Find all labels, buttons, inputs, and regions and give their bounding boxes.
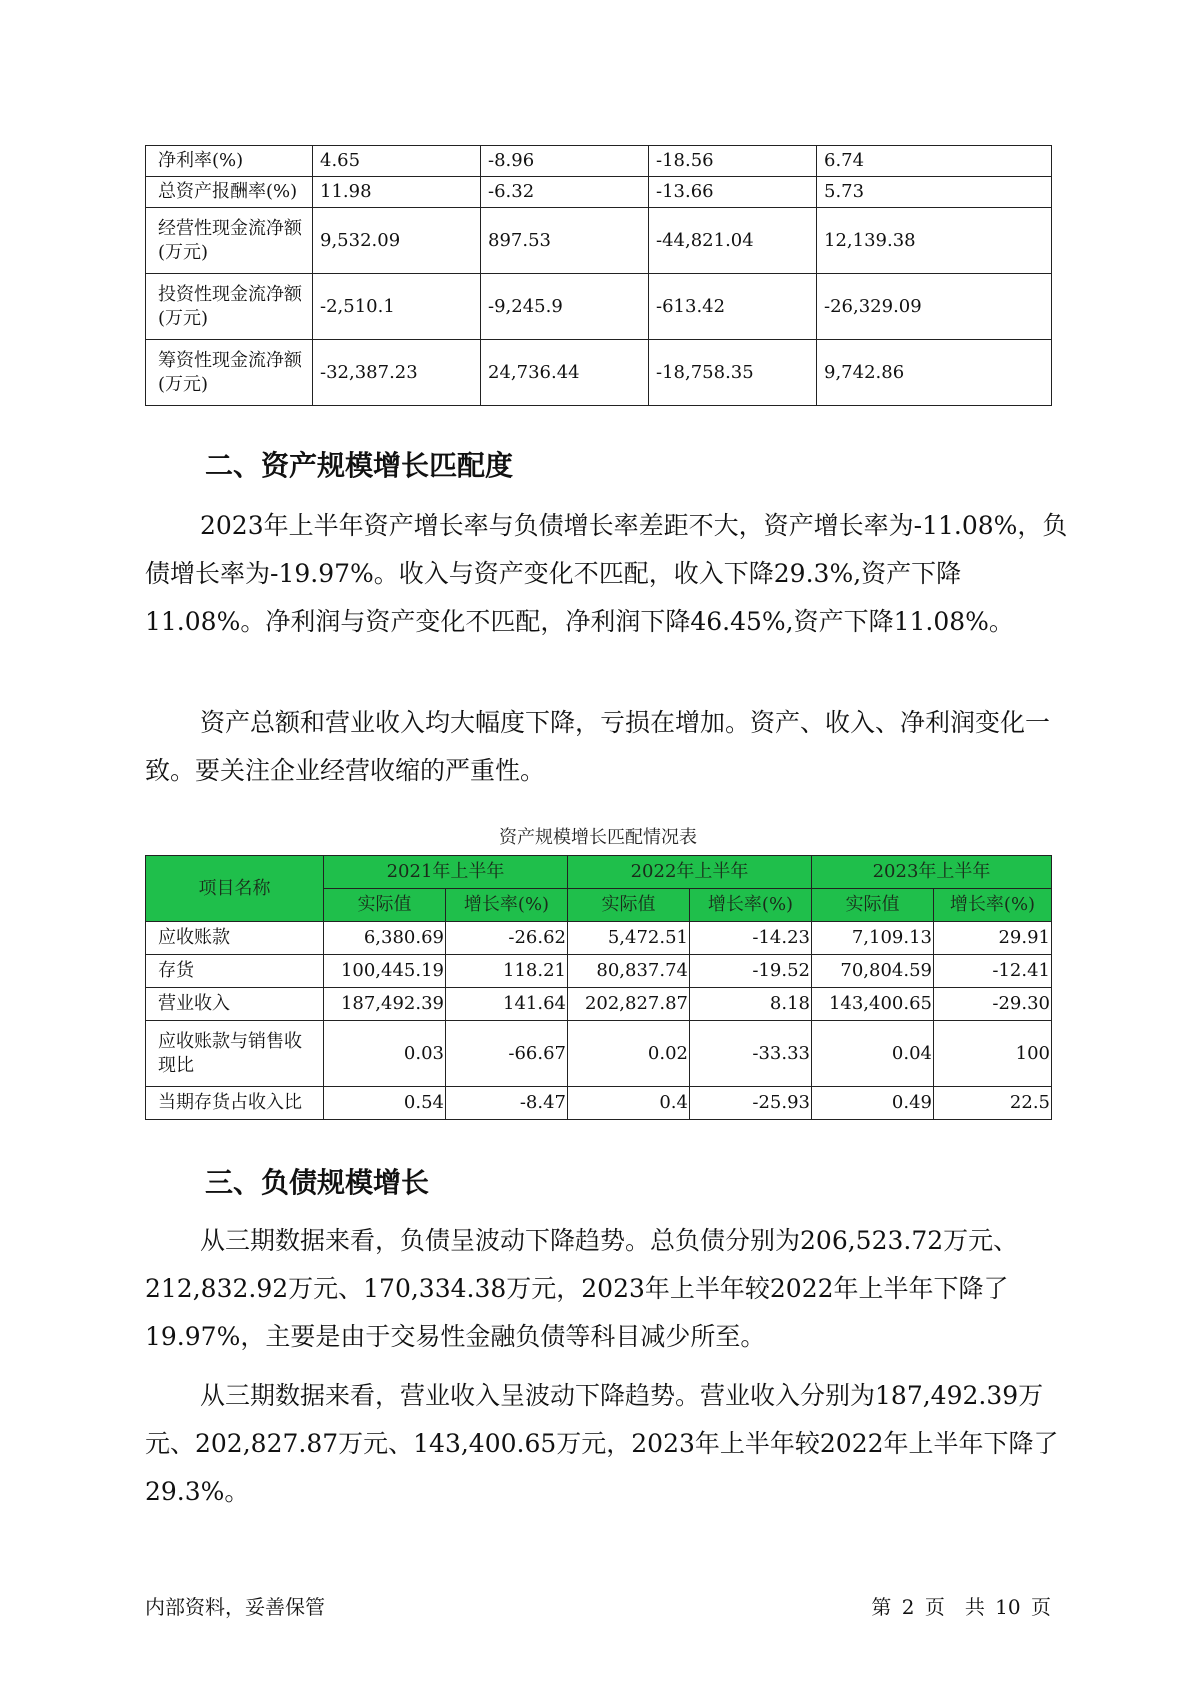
table-cell: 净利率(%)	[146, 146, 313, 177]
table-cell: 22.5	[934, 1087, 1052, 1120]
table-cell: 6,380.69	[324, 922, 446, 955]
table-cell: 5,472.51	[568, 922, 690, 955]
table-cell: -613.42	[649, 274, 817, 340]
financial-ratios-table	[145, 145, 1052, 406]
paragraph-text: 2023年上半年资产增长率与负债增长率差距不大，资产增长率为-11.08%，负债增长率为-19.97%。收入与资产变化不匹配，收入下降29.3%,资产下降11.08%。净利润与资产变化不匹配，净利润下降46.45%,资产下降11.08%。	[145, 511, 1068, 636]
table-cell: 70,804.59	[812, 955, 934, 988]
paragraph	[145, 699, 1080, 795]
table-cell: -19.52	[690, 955, 812, 988]
table-cell: -8.47	[446, 1087, 568, 1120]
column-header: 2022年上半年	[568, 856, 812, 889]
table-header-row	[146, 856, 1052, 889]
table-cell: 11.98	[313, 177, 481, 208]
table-cell: 143,400.65	[812, 988, 934, 1021]
paragraph	[145, 1372, 1080, 1516]
table-cell: 0.02	[568, 1021, 690, 1087]
table-cell: 12,139.38	[817, 208, 1052, 274]
table-cell: 经营性现金流净额(万元)	[146, 208, 313, 274]
table-row	[146, 208, 1052, 274]
table-cell: -32,387.23	[313, 340, 481, 406]
table-row	[146, 922, 1052, 955]
table-row	[146, 340, 1052, 406]
table-cell: 80,837.74	[568, 955, 690, 988]
table-cell: 29.91	[934, 922, 1052, 955]
table-row	[146, 177, 1052, 208]
table-cell: 0.03	[324, 1021, 446, 1087]
table-cell: -12.41	[934, 955, 1052, 988]
table-cell: 营业收入	[146, 988, 324, 1021]
table-cell: 总资产报酬率(%)	[146, 177, 313, 208]
table-row	[146, 146, 1052, 177]
table-cell: 0.49	[812, 1087, 934, 1120]
paragraph	[145, 1217, 1080, 1361]
paragraph-text: 从三期数据来看，负债呈波动下降趋势。总负债分别为206,523.72万元、212,832.92万元、170,334.38万元，2023年上半年较2022年上半年下降了19.97%，主要是由于交易性金融负债等科目减少所至。	[145, 1226, 1019, 1351]
column-header: 实际值	[324, 889, 446, 922]
table-cell: -14.23	[690, 922, 812, 955]
paragraph	[145, 502, 1080, 646]
table-cell: 应收账款	[146, 922, 324, 955]
asset-growth-match-table	[145, 855, 1052, 1120]
table-cell: 存货	[146, 955, 324, 988]
table-cell: 应收账款与销售收现比	[146, 1021, 324, 1087]
table-cell: -25.93	[690, 1087, 812, 1120]
table-cell: 187,492.39	[324, 988, 446, 1021]
column-header: 实际值	[568, 889, 690, 922]
table-row	[146, 988, 1052, 1021]
table-cell: -18.56	[649, 146, 817, 177]
table-row	[146, 274, 1052, 340]
table-cell: -2,510.1	[313, 274, 481, 340]
table-cell: -29.30	[934, 988, 1052, 1021]
table-cell: -26,329.09	[817, 274, 1052, 340]
column-header: 增长率(%)	[690, 889, 812, 922]
table-cell: 100,445.19	[324, 955, 446, 988]
table-cell: -6.32	[481, 177, 649, 208]
table-cell: 0.4	[568, 1087, 690, 1120]
table-cell: 4.65	[313, 146, 481, 177]
table-cell: 0.54	[324, 1087, 446, 1120]
table-cell: -9,245.9	[481, 274, 649, 340]
table-row	[146, 1021, 1052, 1087]
table-cell: 8.18	[690, 988, 812, 1021]
footer-confidential-note: 内部资料，妥善保管	[145, 1595, 325, 1619]
table-cell: 202,827.87	[568, 988, 690, 1021]
table-cell: 24,736.44	[481, 340, 649, 406]
table-row	[146, 1087, 1052, 1120]
column-header: 2023年上半年	[812, 856, 1052, 889]
table-cell: 筹资性现金流净额(万元)	[146, 340, 313, 406]
table-cell: 141.64	[446, 988, 568, 1021]
table-caption: 资产规模增长匹配情况表	[499, 827, 697, 848]
table-cell: 9,742.86	[817, 340, 1052, 406]
section-heading: 二、资产规模增长匹配度	[205, 449, 514, 482]
column-header: 增长率(%)	[934, 889, 1052, 922]
table-row	[146, 955, 1052, 988]
table-cell: 897.53	[481, 208, 649, 274]
table-cell: 投资性现金流净额(万元)	[146, 274, 313, 340]
table-cell: -13.66	[649, 177, 817, 208]
column-header: 项目名称	[146, 856, 324, 922]
table-cell: 7,109.13	[812, 922, 934, 955]
table-cell: 6.74	[817, 146, 1052, 177]
column-header: 实际值	[812, 889, 934, 922]
table-cell: -44,821.04	[649, 208, 817, 274]
footer-page-number: 第 2 页 共 10 页	[871, 1595, 1051, 1619]
table-cell: 当期存货占收入比	[146, 1087, 324, 1120]
section-heading: 三、负债规模增长	[205, 1166, 430, 1199]
paragraph-text: 从三期数据来看，营业收入呈波动下降趋势。营业收入分别为187,492.39万元、202,827.87万元、143,400.65万元，2023年上半年较2022年上半年下降了29.3%。	[145, 1381, 1059, 1506]
column-header: 2021年上半年	[324, 856, 568, 889]
table-cell: 0.04	[812, 1021, 934, 1087]
table-cell: -18,758.35	[649, 340, 817, 406]
column-header: 增长率(%)	[446, 889, 568, 922]
table-cell: -66.67	[446, 1021, 568, 1087]
table-cell: -8.96	[481, 146, 649, 177]
paragraph-text: 资产总额和营业收入均大幅度下降，亏损在增加。资产、收入、净利润变化一致。要关注企业经营收缩的严重性。	[145, 708, 1051, 785]
table-cell: -33.33	[690, 1021, 812, 1087]
table-cell: 9,532.09	[313, 208, 481, 274]
table-cell: 5.73	[817, 177, 1052, 208]
table-cell: 118.21	[446, 955, 568, 988]
table-cell: 100	[934, 1021, 1052, 1087]
table-cell: -26.62	[446, 922, 568, 955]
